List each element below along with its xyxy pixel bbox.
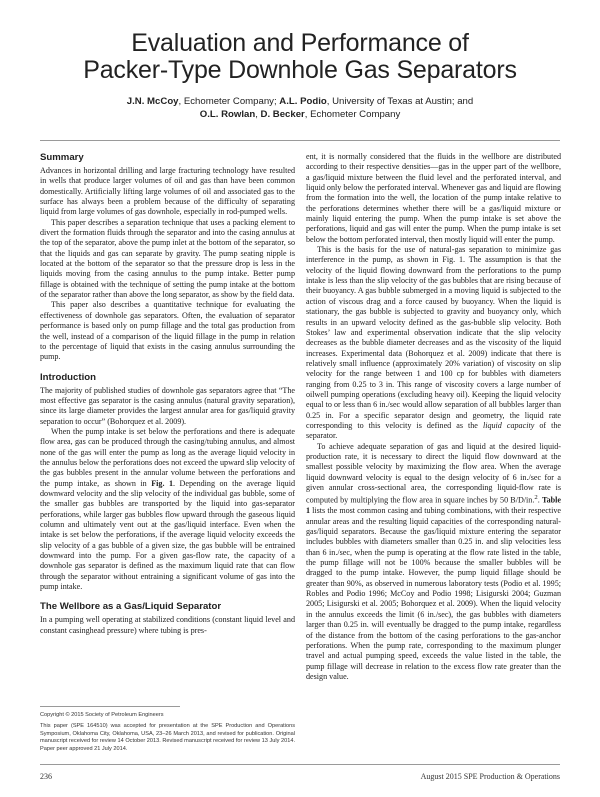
footnote: [40, 712, 295, 753]
author-podio: A.L. Podio: [279, 96, 327, 107]
intro-p2-part-b: . Depending on the average liquid downward velocity and the slip velocity of the individual gas bubble, some of the smaller gas bubbles are transported by the liquid into gas-separator perforations, while larger gas bubbles flow upward through the gaseous liquid column and ultimately vent out at the gas/liquid interface. Even when the intake is set below the perforations, if the average liquid velocity exceeds the slip velocity of a gas bubble of a given size, the gas bubble will be entrained downward into the pump. For a given gas-flow rate, the capacity of a downhole gas separator is defined as the maximum liquid rate that can flow through the separator without entraining a significant volume of gas into the pump intake.: [40, 478, 295, 592]
left-column: [40, 152, 295, 636]
author-becker-affil: , Echometer Company: [304, 109, 401, 120]
author-mccoy: J.N. McCoy: [126, 96, 179, 107]
footnote-divider: [40, 706, 180, 707]
right-paragraph-3: [306, 442, 561, 683]
author-list: [0, 95, 600, 121]
page-number: 236: [40, 772, 52, 781]
title-line-2: Packer-Type Downhole Gas Separators: [83, 56, 517, 84]
author-mccoy-affil: , Echometer Company;: [178, 96, 280, 107]
intro-paragraph-2: [40, 427, 295, 593]
publication-note: This paper (SPE 164510) was accepted for presentation at the SPE Production and Operations Symposium, Oklahoma City, Oklahoma, USA, 23–26 March 2013, and revised for publication. Original manuscript received for review 14 October 2013. Revised manuscript received for review 13 July 2014. Paper peer approved 21 July 2014.: [40, 723, 295, 752]
intro-paragraph-1: The majority of published studies of downhole gas separators agree that “The most effective gas separator is the casing annulus (natural gravity separation), since its large diameter provides the largest annular area for gas/liquid gravity separation to occur” (Bohorquez et al. 2009).: [40, 385, 295, 426]
right-p3-part-b: lists the most common casing and tubing combinations, with their respective annular areas and the resulting liquid capacities of the corresponding natural-gas/liquid separators. Because the gas/liquid mixture entering the separator includes bubbles with diameters smaller than 0.25 in. and slip velocities less than 6 in./sec, when the pump is operating at the flow rate listed in the table, the pump fillage will not be 100% because the smaller bubbles will be dragged to the pump intake. However, the pump liquid fillage should be greater than 90%, as observed in numerous laboratory tests (Podio et al. 1995; Robles and Podio 1996; McCoy and Podio 1998; Lisigurski 2004; Guzman 2005; Lisigurski et al. 2005; Bohorquez et al. 2009). When the liquid velocity in the annulus exceeds the limit (6 in./sec), the gas bubbles with diameters larger than 0.25 in. will eventually be dragged to the pump intake, regardless of the distance from the bottom of the casing perforations to the gas-anchor perforations. When the pump rate, corresponding to the maximum plunger travel and actual pumping speed, exceeds the value listed in the table, the pump fillage will decrease in relation to the excess flow rate greater than the design value.: [306, 506, 561, 681]
right-p2-end: of the separator.: [306, 420, 561, 441]
wellbore-paragraph-1: In a pumping well operating at stabilized conditions (constant liquid level and constant casinghead pressure) where tubing is pres-: [40, 615, 295, 635]
liquid-capacity-term: liquid capacity: [482, 420, 535, 430]
figure-1-reference: Fig. 1: [151, 478, 173, 488]
right-paragraph-2: [306, 245, 561, 442]
author-becker: D. Becker: [260, 109, 305, 120]
wellbore-heading: The Wellbore as a Gas/Liquid Separator: [40, 601, 222, 613]
author-separator: ,: [255, 109, 261, 120]
author-line-1: [0, 95, 600, 108]
summary-paragraph-3: This paper also describes a quantitative technique for evaluating the effectiveness of downhole gas separators. Often, the evaluation of separator performance is based only on pump fillage and the total gas production from the well, instead of a comparison of the liquid fillage in the pump in relation to the percentage of liquid that exists in the casing annulus surrounding the pump.: [40, 300, 295, 362]
right-column: [306, 152, 561, 682]
author-podio-affil: , University of Texas at Austin; and: [326, 96, 474, 107]
intro-p2-part-a: When the pump intake is set below the perforations and there is adequate flow area, gas can be produced through the casing/tubing annulus, and almost none of the gas will enter the pump as long as the average liquid velocity in the annulus below the perforations does not exceed the upward slip velocity of the gas bubbles present in the annular volume between the perforations and the pump intake, as shown in: [40, 426, 295, 488]
right-p2-body: This is the basis for the use of natural-gas separation to minimize gas interference in the pump, as shown in Fig. 1. The assumption is that the velocity of the liquid flowing downward from the perforations to the pump intake is less than the slip velocity of the gas bubbles that are rising because of their buoyancy. A gas bubble submerged in a moving liquid is subjected to the action of viscous drag and a force caused by buoyancy. When the liquid is stationary, the gas bubble is subjected to gravity and buoyancy only, which results in an upward velocity defined as the gas-bubble slip velocity. Both Stokes’ law and experimental observation indicate that the slip velocity decreases as the bubble diameter decreases and as the viscosity of the liquid increases. Experimental data (Bohorquez et al. 2009) indicate that there is relatively small influence (approximately 20% variation) of viscosity on slip velocity for the range between 1 and 100 cp for bubbles with diameters ranging from 0.25 to 3 in. This range of viscosity covers a large number of oilwell pumping operations (excluding heavy oil). Keeping the liquid velocity equal to or less than 6 in./sec would allow separation of all bubbles larger than 0.25 in. For a specific separator design and geometry, the liquid rate corresponding to this velocity is defined as the: [306, 245, 561, 430]
right-p3-part-a: To achieve adequate separation of gas and liquid at the desired liquid-production rate, it is necessary to direct the liquid flow downward at the smallest possible velocity by maximizing the flow area. When the average liquid downward velocity is equal to the design velocity of 6 in./sec for a given annular cross-sectional area, the corresponding liquid-flow rate is computed by multiplying the flow area in square inches by 50 B/D/in.: [306, 441, 561, 506]
section-gap: [40, 363, 295, 372]
table-1-reference: Table 1: [306, 496, 561, 516]
author-line-2: [0, 108, 600, 121]
footer-divider: [40, 764, 560, 765]
author-rowlan: O.L. Rowlan: [199, 109, 256, 120]
superscript-2: 2: [534, 494, 538, 502]
right-p3-mid: .: [537, 496, 542, 506]
title-line-1: Evaluation and Performance of: [131, 29, 469, 57]
summary-heading: Summary: [40, 152, 84, 163]
summary-paragraph-2: This paper describes a separation technique that uses a packing element to divert the formation fluids through the separator and into the casing annulus at the top of the separator, above the pump inlet at the bottom of the separator, so that the liquids and gas can separate by gravity. The pump seating nipple is located at the bottom of the separator so that the pressure drop is less in the liquids moving from the casing annulus to the pump intake. Better pump fillage is obtained with the technique of setting the pump intake at the bottom of the separator rather than above the long separator, as show by the field data.: [40, 217, 295, 300]
section-gap: [40, 592, 295, 601]
header-divider: [40, 140, 560, 141]
introduction-heading: Introduction: [40, 371, 96, 383]
summary-paragraph-1: Advances in horizontal drilling and large fracturing technology have resulted in wells that produce larger volumes of oil and gas than have been common domestically. Artificially lifting large volumes of oil and associated gas to the surface has always been a problem because of the difficulty of separating liquid from large volumes of gas downhole, especially in rod-pumped wells.: [40, 166, 295, 217]
copyright-notice: Copyright © 2015 Society of Petroleum Engineers: [40, 712, 164, 718]
right-paragraph-1: ent, it is normally considered that the fluids in the wellbore are distributed according to their respective densities—gas in the upper part of the wellbore, a gas/liquid mixture between the fluid level and the perforated interval, and liquid only below the perforated interval. Whenever gas and liquid are flowing from the formation into the well, the location of the pump intake relative to the perforations determines whether there will be a gas/liquid mixture or mainly liquid entering the pump. When the pump intake is set above the perforations, liquid and gas will enter the pump. When the pump intake is set below the bottom perforated interval, then mostly liquid will enter the pump.: [306, 152, 561, 244]
journal-footer: August 2015 SPE Production & Operations: [420, 772, 560, 781]
paper-title: [0, 30, 600, 84]
